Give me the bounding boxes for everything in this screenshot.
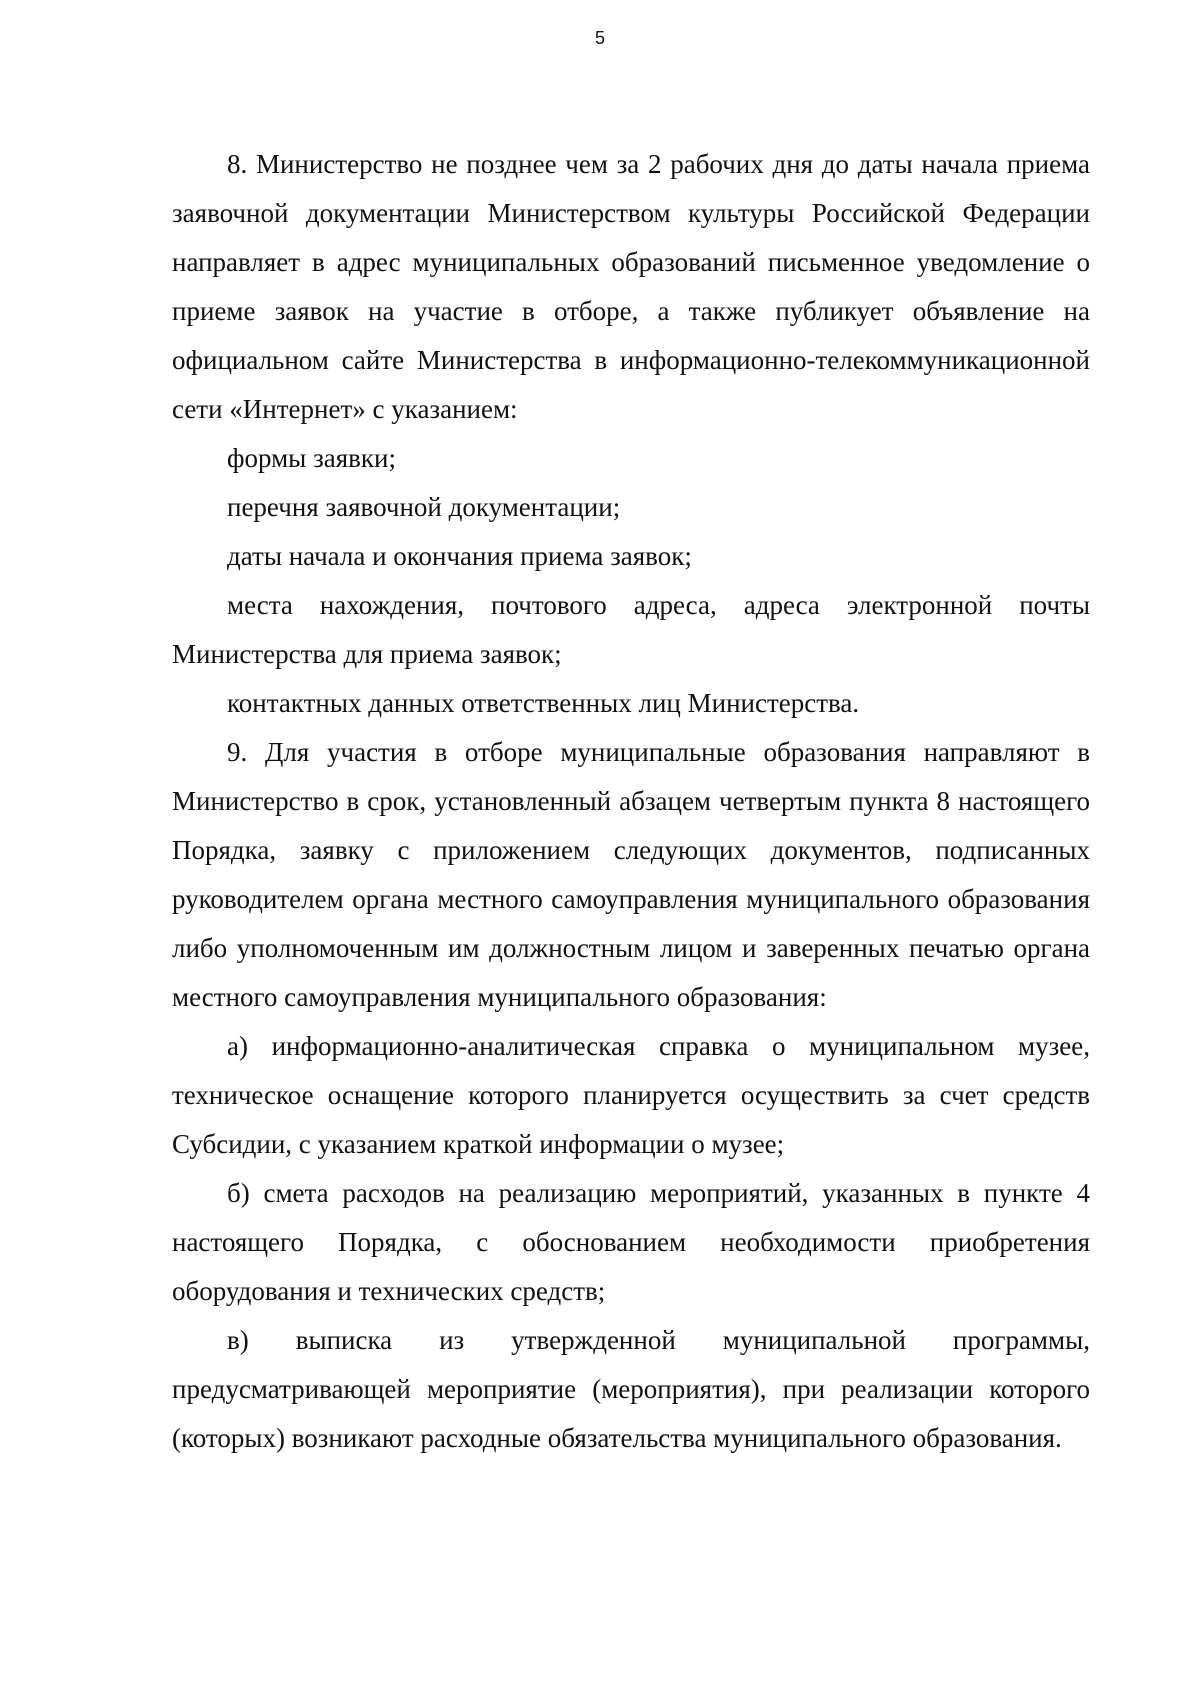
subitem-v-program-extract: в) выписка из утвержденной муниципальной программы, предусматривающей мероприятие (мероприятия), при реализации которого (которых) возникают расходные обязательства муниципального образования.	[172, 1325, 1090, 1453]
subitem-a-museum-reference: а) информационно-аналитическая справка о муниципальном музее, техническое оснащение которого планируется осуществить за счет средств Субсидии, с указанием краткой информации о музее;	[172, 1031, 1090, 1159]
paragraph-9-intro: 9. Для участия в отборе муниципальные образования направляют в Министерство в срок, установленный абзацем четвертым пункта 8 настоящего Порядка, заявку с приложением следующих документов, подписанных руководителем органа местного самоуправления муниципального образования либо уполномоченным им должностным лицом и заверенных печатью органа местного самоуправления муниципального образования:	[172, 737, 1090, 1012]
list-item-ministry-address: места нахождения, почтового адреса, адреса электронной почты Министерства для приема заявок;	[172, 590, 1090, 669]
subitem-b-cost-estimate: б) смета расходов на реализацию мероприятий, указанных в пункте 4 настоящего Порядка, с обоснованием необходимости приобретения оборудования и технических средств;	[172, 1178, 1090, 1306]
page-number: 5	[594, 28, 605, 48]
document-body	[172, 140, 1090, 1463]
list-item-acceptance-dates: даты начала и окончания приема заявок;	[227, 541, 692, 571]
list-item-contact-persons: контактных данных ответственных лиц Министерства.	[227, 688, 860, 718]
list-item-application-form: формы заявки;	[227, 443, 396, 473]
paragraph-8-intro: 8. Министерство не позднее чем за 2 рабочих дня до даты начала приема заявочной документации Министерством культуры Российской Федерации направляет в адрес муниципальных образований письменное уведомление о приеме заявок на участие в отборе, а также публикует объявление на официальном сайте Министерства в информационно-телекоммуникационной сети «Интернет» с указанием:	[172, 149, 1090, 424]
list-item-documentation-list: перечня заявочной документации;	[227, 492, 621, 522]
